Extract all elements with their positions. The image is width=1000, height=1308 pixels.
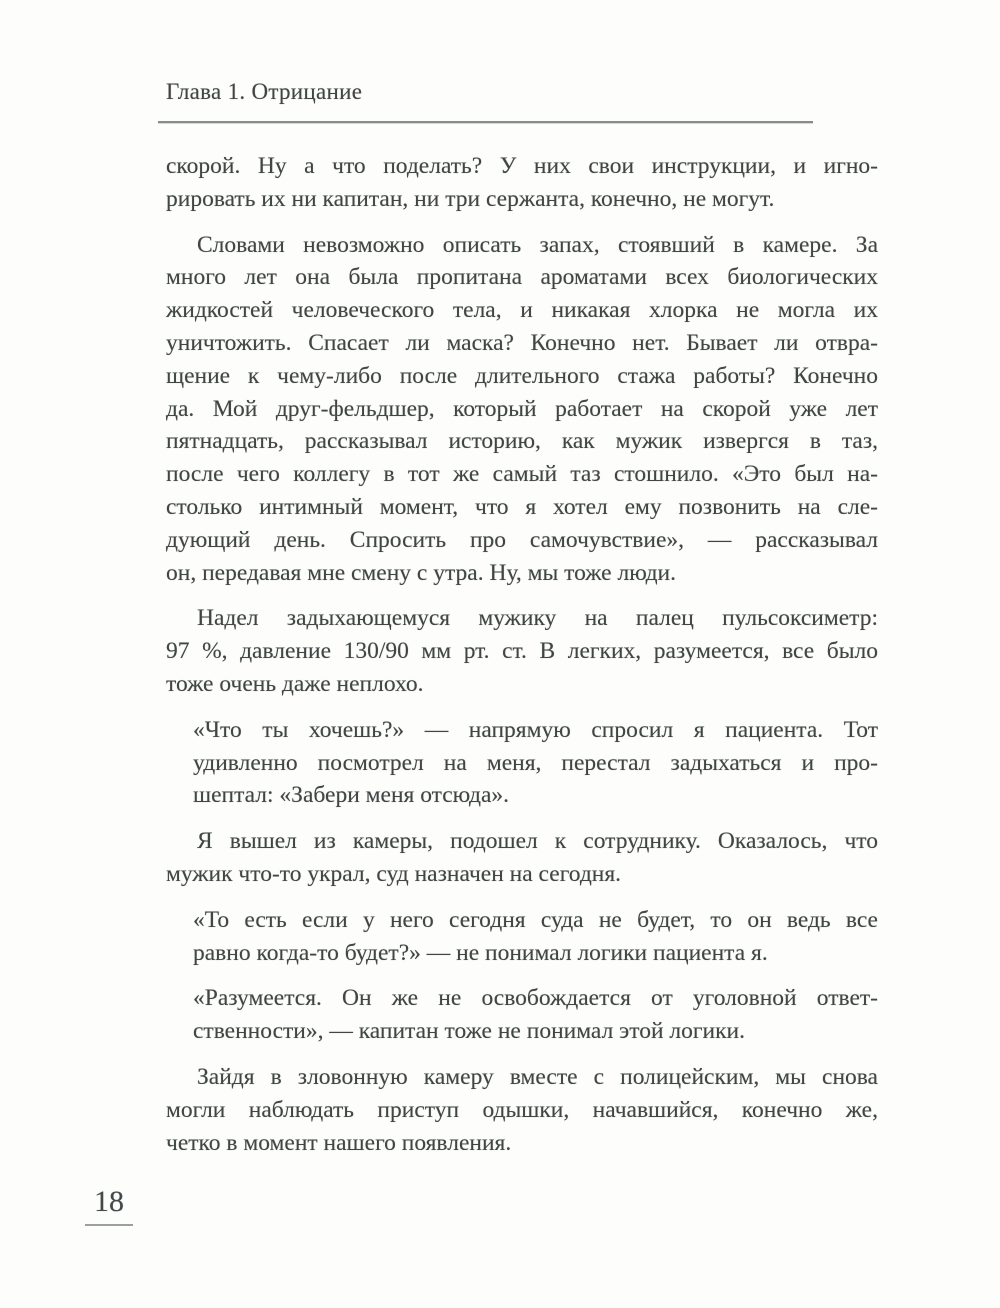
text-line: «Что ты хочешь?» — напрямую спросил я пациента. Тот [193, 716, 878, 743]
paragraph [193, 714, 878, 812]
paragraph [166, 229, 878, 590]
text-line: рировать их ни капитан, ни три сержанта, конечно, не могут. [166, 185, 775, 212]
text-line: скорой. Ну а что поделать? У них свои инструкции, и игно- [166, 153, 878, 179]
text-line: 97 %, давление 130/90 мм рт. ст. В легких, разумеется, все было [166, 638, 878, 665]
text-line: могли наблюдать приступ одышки, начавшийся, конечно же, [166, 1096, 878, 1123]
header-rule [158, 121, 813, 123]
text-line: равно когда-то будет?» — не понимал логики пациента я. [193, 939, 768, 966]
text-line: шептал: «Забери меня отсюда». [193, 782, 510, 809]
page-number: 18 [94, 1185, 124, 1218]
text-line: Зайдя в зловонную камеру вместе с полицейским, мы снова [197, 1063, 878, 1090]
paragraph [166, 150, 878, 216]
text-line: дующий день. Спросить про самочувствие», — рассказывал [166, 526, 878, 553]
text-line: ственности», — капитан тоже не понимал этой логики. [193, 1018, 745, 1045]
text-line: удивленно посмотрел на меня, перестал задыхаться и про- [193, 749, 878, 776]
text-line: Словами невозможно описать запах, стоявший в камере. За [197, 231, 878, 258]
text-line: он, передавая мне смену с утра. Ну, мы тоже люди. [166, 559, 676, 586]
paragraph [166, 1061, 878, 1159]
text-line: «То есть если у него сегодня суда не будет, то он ведь все [193, 906, 878, 933]
text-line: много лет она была пропитана ароматами всех биологических [166, 264, 878, 291]
text-line: тоже очень даже неплохо. [166, 670, 424, 697]
body-text [166, 150, 878, 1159]
paragraph [193, 982, 878, 1048]
text-line: да. Мой друг-фельдшер, который работает на скорой уже лет [166, 395, 878, 422]
text-line: «Разумеется. Он же не освобождается от уголовной ответ- [193, 985, 878, 1012]
text-line: щение к чему-либо после длительного стажа работы? Конечно [166, 362, 878, 389]
paragraph [193, 904, 878, 970]
text-line: Я вышел из камеры, подошел к сотруднику. Оказалось, что [197, 828, 878, 855]
text-line: пятнадцать, рассказывал историю, как мужик извергся в таз, [166, 428, 878, 455]
text-line: после чего коллегу в тот же самый таз стошнило. «Это был на- [166, 461, 878, 488]
page-number-rule [85, 1224, 133, 1226]
paragraph [166, 602, 878, 700]
text-line: столько интимный момент, что я хотел ему позвонить на сле- [166, 493, 878, 520]
text-line: жидкостей человеческого тела, и никакая хлорка не могла их [166, 297, 878, 324]
text-line: уничтожить. Спасает ли маска? Конечно нет. Бывает ли отвра- [166, 329, 878, 356]
paragraph [166, 825, 878, 891]
text-line: Надел задыхающемуся мужику на палец пульсоксиметр: [197, 605, 878, 632]
text-line: мужик что-то украл, суд назначен на сегодня. [166, 860, 622, 887]
running-header-title: Глава 1. Отрицание [166, 79, 363, 104]
text-line: четко в момент нашего появления. [166, 1129, 512, 1156]
